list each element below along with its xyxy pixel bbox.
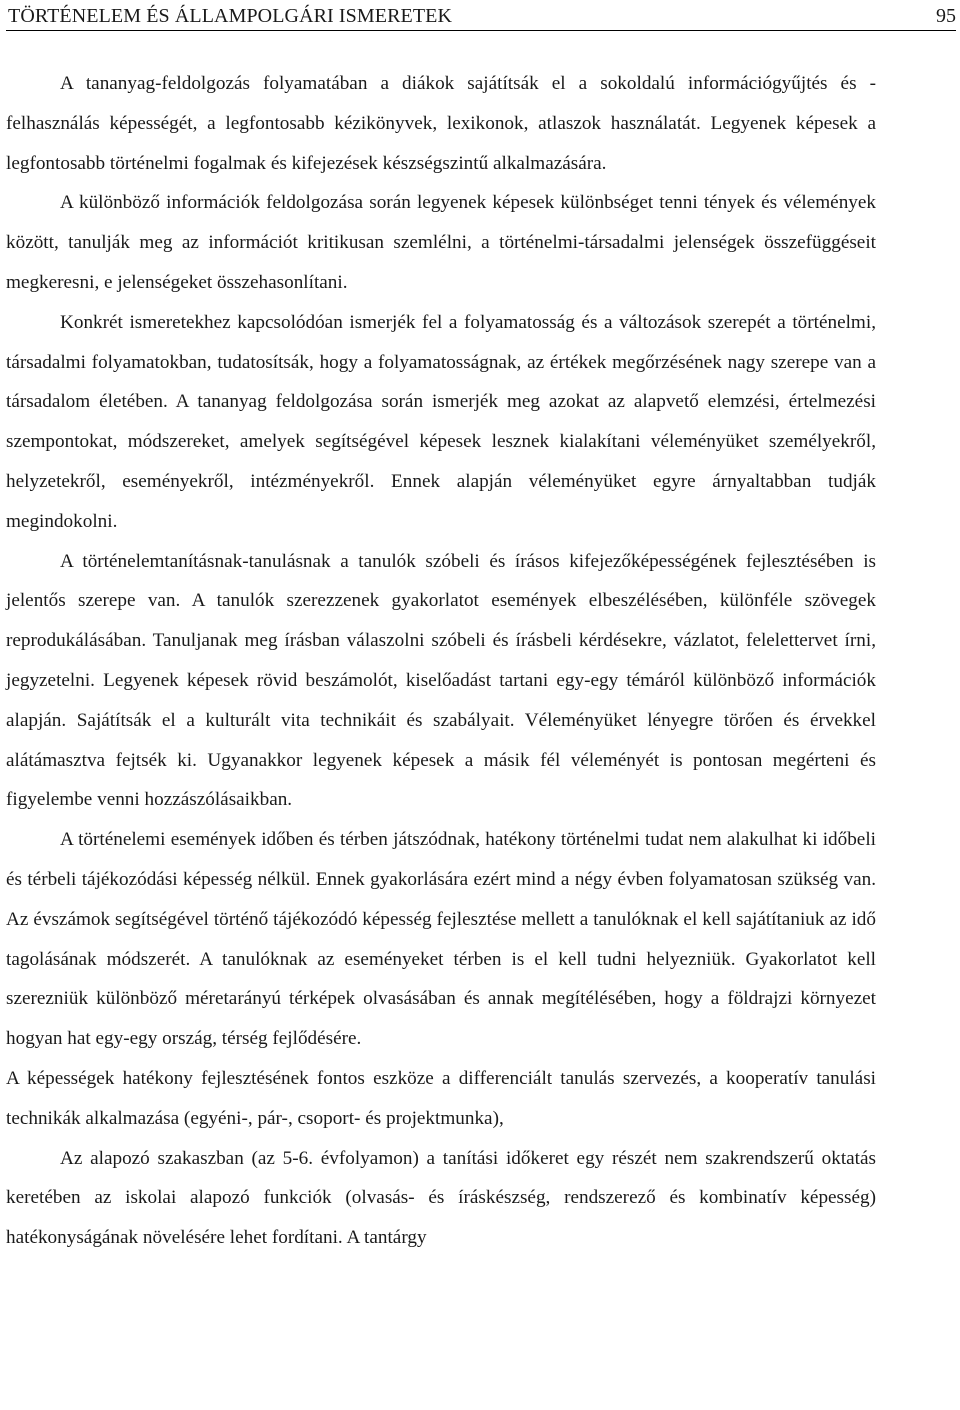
paragraph: A különböző információk feldolgozása során legyenek képesek különbséget tenni tények és vélemények között, tanulják meg az információt kritikusan szemlélni, a történelmi-társadalmi jelenségek összefüggéseit megkeresni, e jelenségeket összehasonlítani. bbox=[6, 192, 876, 293]
paragraph: A történelemi események időben és térben játszódnak, hatékony történelmi tudat nem alakulhat ki időbeli és térbeli tájékozódási képesség nélkül. Ennek gyakorlására ezért mind a négy évben folyamatosan szükség van. Az évszámok segítségével történő tájékozódó képesség fejlesztése mellett a tanulóknak el kell sajátítaniuk az idő tagolásának módszerét. A tanulóknak az eseményeket térben is el kell tudni helyezniük. Gyakorlatot kell szerezniük különböző méretarányú térképek olvasásában és annak megítélésében, hogy a földrajzi környezet hogyan hat egy-egy ország, térség fejlődésére. bbox=[6, 829, 876, 1050]
running-title: TÖRTÉNELEM ÉS ÁLLAMPOLGÁRI ISMERETEK bbox=[8, 5, 453, 27]
paragraph: Az alapozó szakaszban (az 5-6. évfolyamon) a tanítási időkeret egy részét nem szakrendszerű oktatás keretében az iskolai alapozó funkciók (olvasás- és íráskészség, rendszerező és kombinatív képesség) hatékonyságának növelésére lehet fordítani. A tantárgy bbox=[6, 1147, 876, 1249]
page-number: 95 bbox=[936, 5, 956, 27]
paragraph: A történelemtanításnak-tanulásnak a tanulók szóbeli és írásos kifejezőképességének fejlesztésében is jelentős szerepe van. A tanulók szerezzenek gyakorlatot események elbeszélésében, különféle szövegek reprodukálásában. Tanuljanak meg írásban válaszolni szóbeli és írásbeli kérdésekre, vázlatot, felelettervet írni, jegyzetelni. Legyenek képesek rövid beszámolót, kiselőadást tartani egy-egy témáról különböző információk alapján. Sajátítsák el a kulturált vita technikáit és szabályait. Véleményüket lényegre törően és érvekkel alátámasztva fejtsék ki. Ugyanakkor legyenek képesek a másik fél véleményét is pontosan megérteni és figyelembe venni hozzászólásaikban. bbox=[6, 550, 876, 811]
paragraph: A képességek hatékony fejlesztésének fontos eszköze a differenciált tanulás szervezés, a kooperatív tanulási technikák alkalmazása (egyéni-, pár-, csoport- és projektmunka), bbox=[6, 1067, 876, 1129]
paragraph: A tananyag-feldolgozás folyamatában a diákok sajátítsák el a sokoldalú információgyűjtés és -felhasználás képességét, a legfontosabb kézikönyvek, lexikonok, atlaszok használatát. Legyenek képesek a legfontosabb történelmi fogalmak és kifejezések készségszintű alkalmazására. bbox=[6, 73, 876, 174]
body-text bbox=[6, 64, 876, 1258]
page-header bbox=[6, 0, 956, 31]
paragraph: Konkrét ismeretekhez kapcsolódóan ismerjék fel a folyamatosság és a változások szerepét a történelmi, társadalmi folyamatokban, tudatosítsák, hogy a folyamatosságnak, az értékek megőrzésének nagy szerepe van a társadalom életében. A tananyag feldolgozása során ismerjék meg azokat az alapvető elemzési, értelmezési szempontokat, módszereket, amelyek segítségével képesek lesznek kialakítani véleményüket személyekről, helyzetekről, eseményekről, intézményekről. Ennek alapján véleményüket egyre árnyaltabban tudják megindokolni. bbox=[6, 311, 876, 532]
